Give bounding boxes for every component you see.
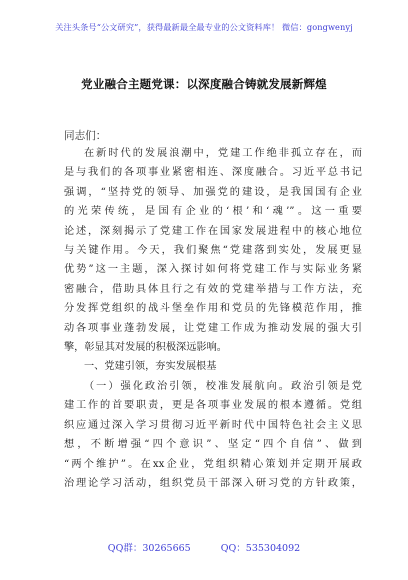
paragraph-line: 密融合，借助具体且行之有效的党建举措与工作方法，充	[64, 283, 362, 295]
salutation: 同志们：	[64, 130, 107, 142]
paragraph-line: 在新时代的发展浪潮中，党建工作绝非孤立存在，而	[84, 148, 362, 159]
paragraph-line: 与关键作用。今天，我们聚焦“党建落到实处，发展更显	[64, 245, 362, 257]
paragraph-line: 优势”这一主题，深入探讨如何将党建工作与实际业务紧	[64, 264, 362, 276]
paragraph-line: 织应通过深入学习贯彻习近平新时代中国特色社会主义思	[64, 419, 362, 431]
paragraph-line: 治理论学习活动，组织党员干部深入研习党的方针政策，	[64, 477, 362, 489]
paragraph-line: 分发挥党组织的战斗堡垒作用和党员的先锋模范作用，推	[64, 303, 362, 315]
paragraph-line: 论述，深刻揭示了党建工作在国家发展进程中的核心地位	[64, 225, 362, 237]
paragraph-line: 的光荣传统，是国有企业的‘根’和‘魂’”。这一重要	[64, 206, 362, 218]
qq-number: QQ：535304092	[220, 543, 301, 554]
paragraph-line: 是与我们的各项事业紧密相连、深度融合。习近平总书记	[64, 167, 362, 179]
paragraph-line: 想，不断增强“四个意识”、坚定“四个自信”、做到	[64, 439, 362, 451]
paragraph-line: 擎，彰显其对发展的积极深远影响。	[64, 342, 227, 354]
paragraph-line: 强调，“坚持党的领导、加强党的建设，是我国国有企业	[64, 186, 362, 198]
document-body	[64, 144, 362, 493]
contact-footer	[0, 540, 408, 554]
promo-header: 关注头条号“公文研究”，获得最新最全最专业的公文资料库！ 微信：gongwenyj	[55, 22, 353, 32]
paragraph-line: （一）强化政治引领，校准发展航向。政治引领是党	[84, 380, 362, 392]
paragraph-line: 建工作的首要职责，更是各项事业发展的根本遵循。党组	[64, 400, 362, 412]
document-title: 党业融合主题党课：以深度融合铸就发展新辉煌	[81, 77, 327, 91]
qq-group-number: QQ群：30265665	[107, 543, 191, 554]
section-heading: 一、党建引领，夯实发展根基	[84, 361, 217, 373]
paragraph-line: “两个维护”。在xx企业，党组织精心策划并定期开展政	[64, 458, 362, 470]
paragraph-line: 动各项事业蓬勃发展，让党建工作成为推动发展的强大引	[64, 322, 362, 334]
